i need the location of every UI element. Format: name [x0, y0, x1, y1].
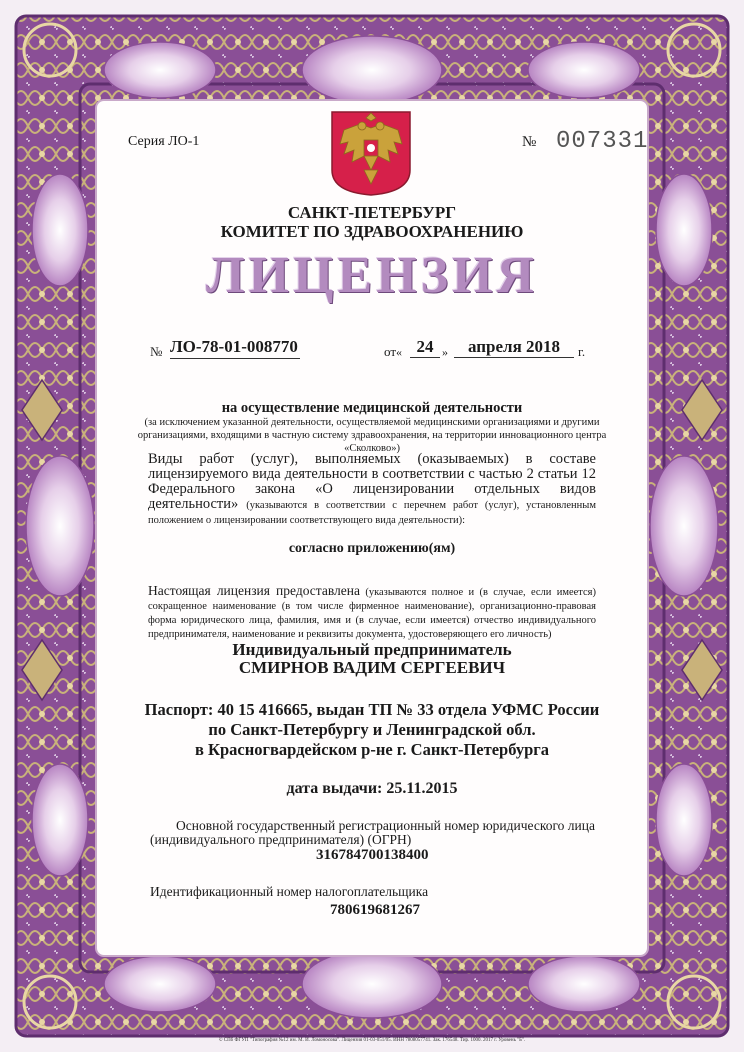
serial-number-label: № [522, 134, 537, 150]
coat-of-arms-icon [330, 110, 412, 196]
grantee-name: СМИРНОВ ВАДИМ СЕРГЕЕВИЧ [238, 658, 506, 677]
document-title: ЛИЦЕНЗИЯ [205, 247, 539, 304]
activity-note: (за исключением указанной деятельности, осуществляемой медицинскими организациями и другими организациями, входящими в частную систему здравоохранения, на территории инновационного центра «Сколково») [137, 417, 607, 454]
passport-issue-date: дата выдачи: 25.11.2015 [286, 780, 458, 797]
printer-info: © СПб ФГУП "Типография №12 им. М. И. Ломоносова". Лицензия 01-03-051/05. ИНН 7808057741. Зак. 176548. Тир. 1000. 2017 г. Уровень "Б". [218, 1038, 526, 1043]
issuer-city: САНКТ-ПЕТЕРБУРГ [287, 203, 457, 222]
license-day: 24 [410, 337, 440, 358]
ogrn-value: 316784700138400 [316, 847, 429, 863]
license-year-suffix: г. [578, 344, 586, 359]
works-note: (указываются в соответствии с перечнем работ (услуг), установленным положением о лицензировании соответствующего вида деятельности): [148, 500, 596, 526]
grantee-intro-note: (указываются полное и (в случае, если имеется) сокращенное наименование (в том числе фирменное наименование), организационно-правовая форма юридического лица, фамилия, имя и (в случае, если имеется) отчество индивидуального предпринимателя, наименование и реквизиты документа, удостоверяющего его личность) [148, 587, 596, 640]
inn-label: Идентификационный номер налогоплательщика [150, 884, 429, 899]
passport-line-2: по Санкт-Петербургу и Ленинградской обл. [208, 720, 536, 739]
license-date-label [384, 344, 402, 360]
ogrn-label-2: (индивидуального предпринимателя) (ОГРН) [150, 832, 412, 847]
passport-line-1: Паспорт: 40 15 416665, выдан ТП № 33 отдела УФМС России [144, 700, 600, 719]
grantee-intro-block [148, 584, 596, 642]
license-number: ЛО-78-01-008770 [170, 337, 300, 359]
quote-open: « [396, 345, 403, 359]
works-text [148, 452, 596, 527]
issuer-committee: КОМИТЕТ ПО ЗДРАВООХРАНЕНИЮ [220, 222, 524, 241]
grantee-type: Индивидуальный предприниматель [232, 640, 512, 659]
license-month-year: апреля 2018 [454, 337, 574, 358]
ogrn-label-1: Основной государственный регистрационный номер юридического лица [176, 818, 595, 833]
grantee-intro: Настоящая лицензия предоставлена [148, 583, 360, 598]
inn-value: 780619681267 [330, 902, 420, 918]
per-annex: согласно приложению(ям) [288, 541, 456, 556]
activity-title: на осуществление медицинской деятельности [221, 400, 523, 416]
date-from-label: от [384, 344, 397, 359]
works-main: Виды работ (услуг), выполняемых (оказываемых) в составе лицензируемого вида деятельности в соответствии с частью 2 статьи 12 Федерального закона «О лицензировании отдельных видов деятельности» [148, 451, 596, 512]
passport-line-3: в Красногвардейском р-не г. Санкт-Петербурга [194, 740, 550, 759]
license-number-label: № [150, 344, 163, 359]
quote-close: » [442, 345, 448, 359]
series-label: Серия ЛО-1 [128, 134, 200, 149]
serial-number: 007331 [556, 128, 649, 155]
